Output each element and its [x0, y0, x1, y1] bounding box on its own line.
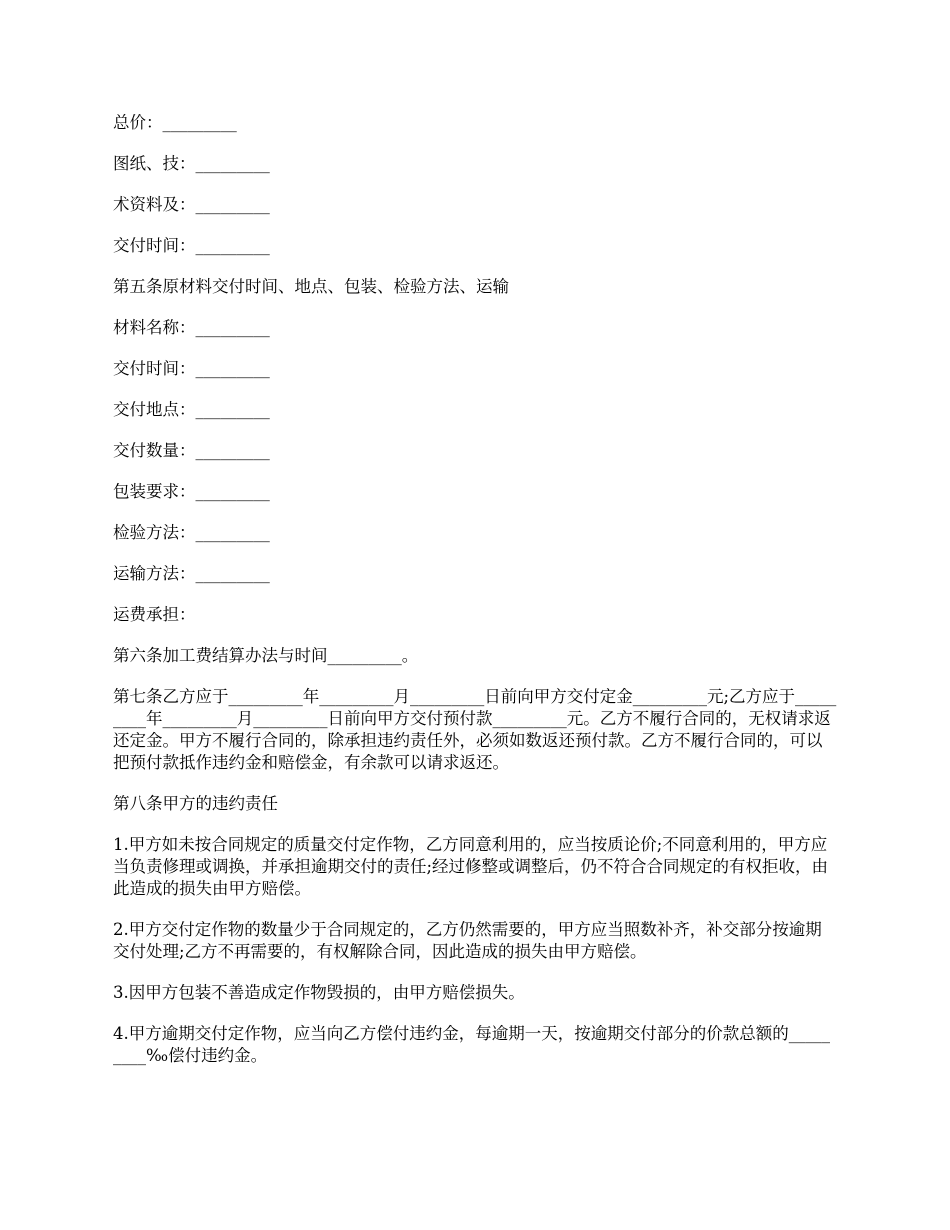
field-material-name: 材料名称：_________ [113, 318, 270, 337]
field-technical-materials: 术资料及：_________ [113, 195, 270, 214]
field-drawings: 图纸、技：_________ [113, 154, 270, 173]
field-delivery-place: 交付地点：_________ [113, 400, 270, 419]
article-8-clause-1: 1.甲方如未按合同规定的质量交付定作物，乙方同意利用的，应当按质论价;不同意利用的，甲方应当负责修理或调换，并承担逾期交付的责任;经过修整或调整后，仍不符合合同规定的有权拒收，由此造成的损失由甲方赔偿。 [113, 835, 829, 898]
field-total-price: 总价：_________ [113, 113, 237, 132]
article-6: 第六条加工费结算办法与时间_________。 [113, 646, 419, 665]
field-material-delivery-time: 交付时间：_________ [113, 359, 270, 378]
article-7: 第七条乙方应于_________年_________月_________日前向甲方交付定金_________元;乙方应于_________年_________月_________日前向甲方交付预付款_________元。乙方不履行合同的，无权请求返还定金。甲方不履行合同的，除承担违约责任外，必须如数返还预付款。乙方不履行合同的，可以把预付款抵作违约金和赔偿金，有余款可以请求返还。 [113, 687, 837, 772]
article-8-clause-4: 4.甲方逾期交付定作物，应当向乙方偿付违约金，每逾期一天，按逾期交付部分的价款总额的_________‰偿付违约金。 [113, 1024, 830, 1065]
field-freight-bearer: 运费承担： [113, 605, 196, 624]
article-8-clause-3: 3.因甲方包装不善造成定作物毁损的，由甲方赔偿损失。 [113, 983, 525, 1002]
document-page [113, 112, 838, 1086]
article-5-heading: 第五条原材料交付时间、地点、包装、检验方法、运输 [113, 277, 509, 296]
field-inspection-method: 检验方法：_________ [113, 523, 270, 542]
article-8-heading: 第八条甲方的违约责任 [113, 794, 278, 813]
field-packaging: 包装要求：_________ [113, 482, 270, 501]
field-delivery-quantity: 交付数量：_________ [113, 441, 270, 460]
field-delivery-time: 交付时间：_________ [113, 236, 270, 255]
field-transport-method: 运输方法：_________ [113, 564, 270, 583]
article-8-clause-2: 2.甲方交付定作物的数量少于合同规定的，乙方仍然需要的，甲方应当照数补齐，补交部分按逾期交付处理;乙方不再需要的，有权解除合同，因此造成的损失由甲方赔偿。 [113, 920, 822, 961]
